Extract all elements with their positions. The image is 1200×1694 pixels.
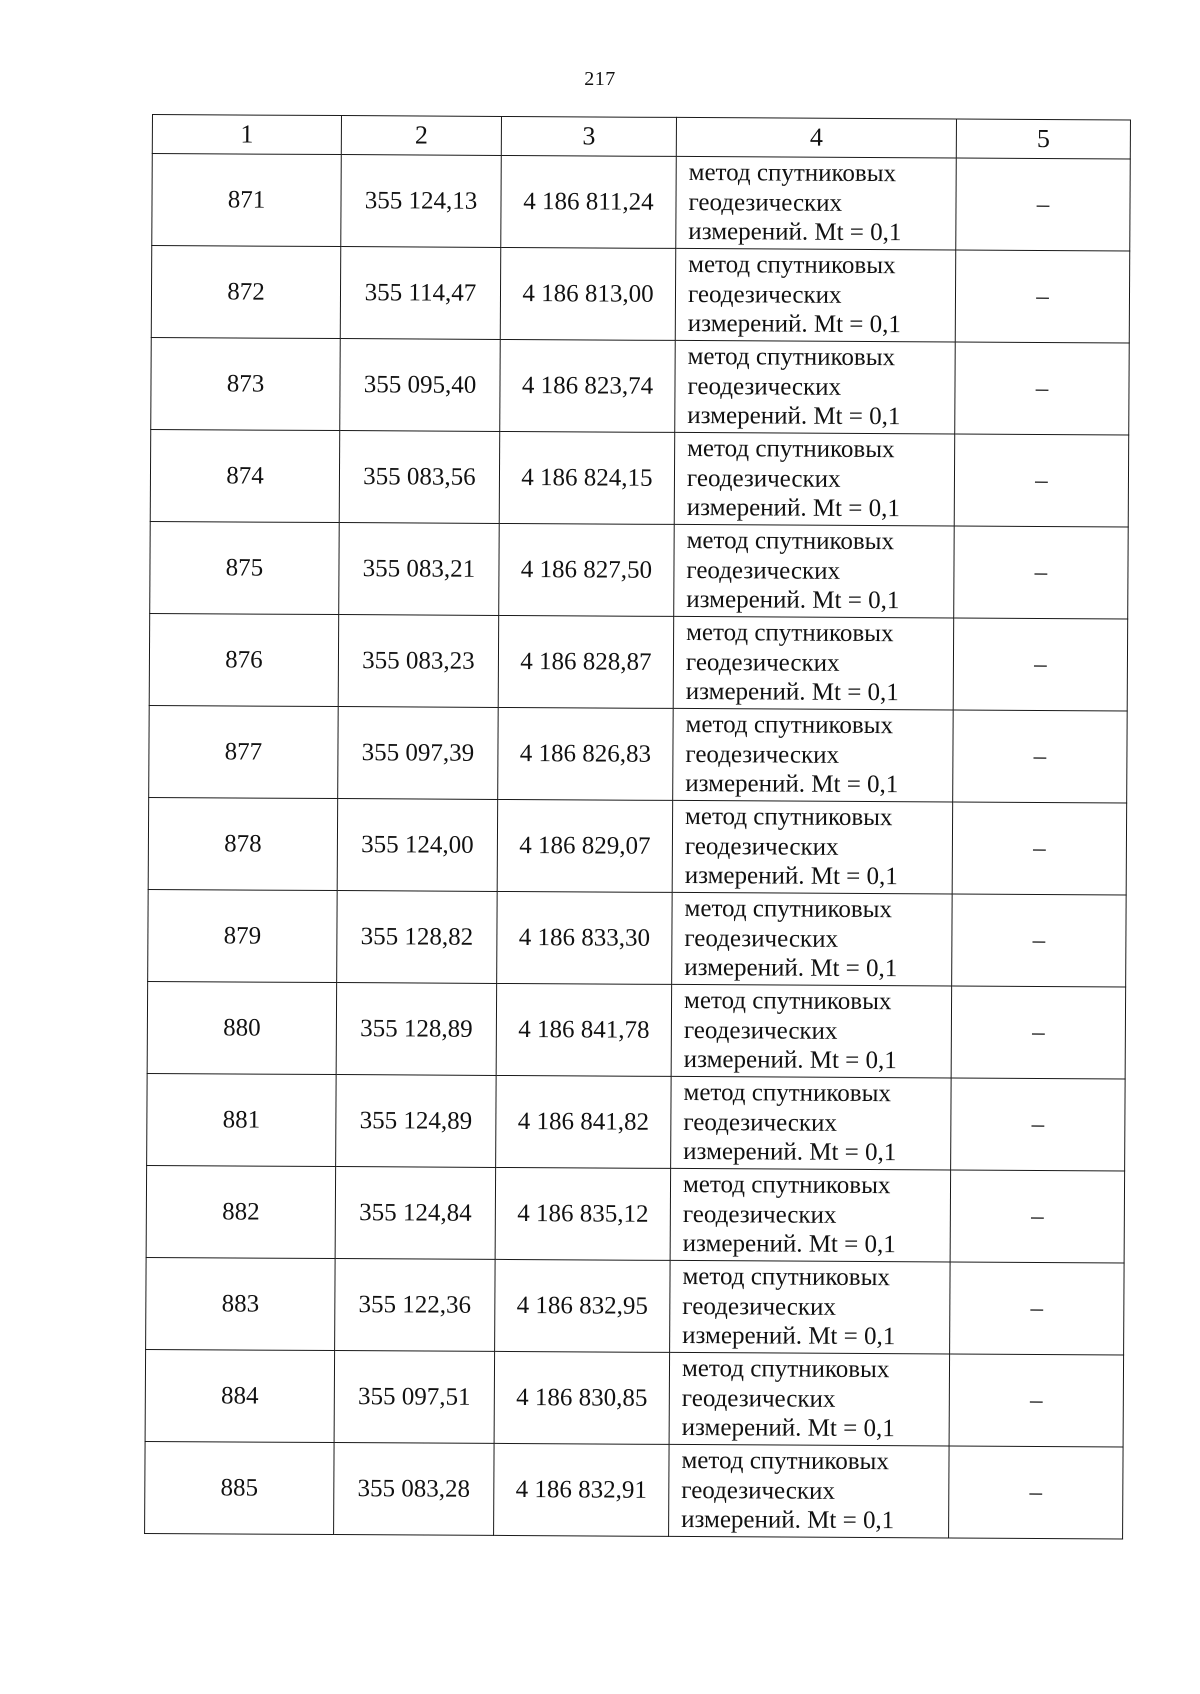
note-cell: – [951,986,1126,1079]
coordinate-x-cell: 355 083,21 [339,523,500,616]
note-cell: – [955,250,1130,343]
method-cell [672,892,953,986]
method-line-2: геодезических [687,372,842,401]
coordinate-y-cell: 4 186 841,82 [496,1075,672,1168]
method-line-2: геодезических [688,188,843,217]
note-cell: – [949,1446,1124,1539]
point-number-cell: 878 [148,797,338,890]
method-line-3: измерений. Mt = 0,1 [686,494,900,523]
method-cell [670,1260,951,1354]
method-line-1: метод спутниковых [685,711,894,740]
method-line-3: измерений. Mt = 0,1 [687,402,901,431]
page-number: 217 [584,68,616,90]
coordinate-y-cell: 4 186 826,83 [498,707,674,800]
table-row [145,1441,1123,1538]
method-line-1: метод спутниковых [686,619,894,648]
coordinate-x-cell: 355 124,89 [336,1075,497,1168]
coordinates-sheet [144,114,1130,1539]
method-cell [675,248,956,342]
note-cell: – [955,342,1130,435]
method-line-2: геодезических [682,1292,837,1321]
point-number-cell: 881 [147,1073,337,1166]
coordinate-x-cell: 355 124,00 [337,799,498,892]
header-cell-2: 2 [341,116,501,156]
method-line-1: метод спутниковых [686,527,895,556]
method-line-1: метод спутниковых [688,159,897,188]
method-line-1: метод спутниковых [681,1355,890,1384]
coordinate-y-cell: 4 186 832,91 [494,1443,670,1536]
header-cell-3: 3 [501,116,676,156]
coordinates-table [144,114,1131,1539]
point-number-cell: 874 [150,429,340,522]
coordinate-x-cell: 355 083,56 [339,431,500,524]
coordinate-x-cell: 355 128,89 [336,983,497,1076]
method-line-1: метод спутниковых [687,343,896,372]
method-line-2: геодезических [685,648,840,677]
table-header-row [152,115,1130,159]
coordinate-x-cell: 355 124,13 [341,155,502,248]
note-cell: – [954,526,1129,619]
method-line-2: геодезических [683,1016,838,1045]
coordinate-x-cell: 355 097,39 [338,707,499,800]
coordinate-x-cell: 355 083,28 [334,1443,495,1536]
method-line-3: измерений. Mt = 0,1 [684,954,898,983]
method-line-1: метод спутниковых [684,895,893,924]
coordinate-x-cell: 355 095,40 [340,339,501,432]
method-line-1: метод спутниковых [683,987,892,1016]
coordinate-x-cell: 355 083,23 [338,615,499,708]
point-number-cell: 879 [148,889,338,982]
method-line-3: измерений. Mt = 0,1 [687,310,901,339]
table-row [149,705,1127,802]
method-cell [676,156,957,250]
method-line-1: метод спутниковых [688,251,896,280]
point-number-cell: 877 [149,705,339,798]
table-row [148,797,1126,894]
method-line-2: геодезических [684,832,839,861]
table-row [148,889,1126,986]
method-line-1: метод спутниковых [682,1263,890,1292]
note-cell: – [950,1170,1125,1263]
method-cell [672,800,953,894]
method-line-1: метод спутниковых [682,1171,891,1200]
coordinate-x-cell: 355 122,36 [335,1259,496,1352]
method-line-3: измерений. Mt = 0,1 [681,1506,895,1535]
method-cell [675,340,956,434]
table-row [152,154,1130,251]
table-row [151,246,1129,343]
coordinate-x-cell: 355 128,82 [337,891,498,984]
note-cell: – [952,894,1127,987]
note-cell: – [951,1078,1126,1171]
coordinate-y-cell: 4 186 841,78 [496,983,672,1076]
point-number-cell: 885 [145,1441,335,1534]
table-row [146,1257,1124,1354]
method-line-1: метод спутниковых [681,1447,889,1476]
method-cell [670,1168,951,1262]
method-line-3: измерений. Mt = 0,1 [683,1046,897,1075]
point-number-cell: 873 [151,337,341,430]
method-cell [671,1076,952,1170]
coordinate-y-cell: 4 186 832,95 [495,1259,671,1352]
coordinate-y-cell: 4 186 823,74 [500,339,676,432]
method-line-2: геодезических [686,556,841,585]
table-row [149,613,1127,710]
point-number-cell: 871 [152,154,342,247]
table-row [151,337,1129,434]
method-line-3: измерений. Mt = 0,1 [682,1230,896,1259]
point-number-cell: 876 [149,613,339,706]
note-cell: – [949,1354,1124,1447]
method-cell [669,1444,950,1538]
coordinate-y-cell: 4 186 833,30 [497,891,673,984]
coordinate-y-cell: 4 186 828,87 [498,615,674,708]
note-cell: – [953,710,1128,803]
coordinate-y-cell: 4 186 827,50 [499,523,675,616]
method-line-3: измерений. Mt = 0,1 [681,1414,895,1443]
method-line-2: геодезических [681,1384,836,1413]
method-line-2: геодезических [683,1108,838,1137]
method-line-2: геодезических [684,924,839,953]
method-cell [674,432,955,526]
coordinate-y-cell: 4 186 813,00 [500,247,676,340]
note-cell: – [952,802,1127,895]
table-body [145,115,1131,1539]
method-cell [669,1352,950,1446]
coordinate-x-cell: 355 114,47 [340,247,501,340]
method-line-3: измерений. Mt = 0,1 [685,678,899,707]
note-cell: – [956,158,1131,251]
method-cell [674,524,955,618]
note-cell: – [950,1262,1125,1355]
point-number-cell: 872 [151,246,341,339]
coordinate-y-cell: 4 186 824,15 [499,431,675,524]
coordinate-y-cell: 4 186 835,12 [495,1167,671,1260]
header-cell-5: 5 [956,119,1130,159]
method-line-3: измерений. Mt = 0,1 [686,586,900,615]
method-line-2: геодезических [686,464,841,493]
table-row [150,521,1128,618]
coordinate-x-cell: 355 097,51 [334,1351,495,1444]
header-cell-1: 1 [152,115,341,155]
method-line-3: измерений. Mt = 0,1 [682,1322,896,1351]
method-line-2: геодезических [685,740,840,769]
method-line-3: измерений. Mt = 0,1 [685,770,899,799]
method-cell [673,616,954,710]
method-line-2: геодезических [682,1200,837,1229]
coordinate-x-cell: 355 124,84 [335,1167,496,1260]
method-line-1: метод спутниковых [687,435,895,464]
method-cell [671,984,952,1078]
coordinate-y-cell: 4 186 830,85 [494,1351,670,1444]
point-number-cell: 875 [150,521,340,614]
point-number-cell: 883 [146,1257,336,1350]
method-line-3: измерений. Mt = 0,1 [688,218,902,247]
method-line-3: измерений. Mt = 0,1 [683,1138,897,1167]
table-row [145,1349,1123,1446]
note-cell: – [954,434,1129,527]
method-line-3: измерений. Mt = 0,1 [684,862,898,891]
header-cell-4: 4 [676,117,956,158]
method-line-1: метод спутниковых [685,803,893,832]
method-line-2: геодезических [687,280,842,309]
method-line-1: метод спутниковых [683,1079,892,1108]
coordinate-y-cell: 4 186 829,07 [497,799,673,892]
point-number-cell: 884 [145,1349,335,1442]
table-row [147,1073,1125,1170]
point-number-cell: 880 [147,981,337,1074]
table-row [147,981,1125,1078]
method-line-2: геодезических [681,1476,835,1505]
table-row [146,1165,1124,1262]
point-number-cell: 882 [146,1165,336,1258]
method-cell [673,708,954,802]
note-cell: – [953,618,1128,711]
table-row [150,429,1128,526]
coordinate-y-cell: 4 186 811,24 [501,155,677,248]
